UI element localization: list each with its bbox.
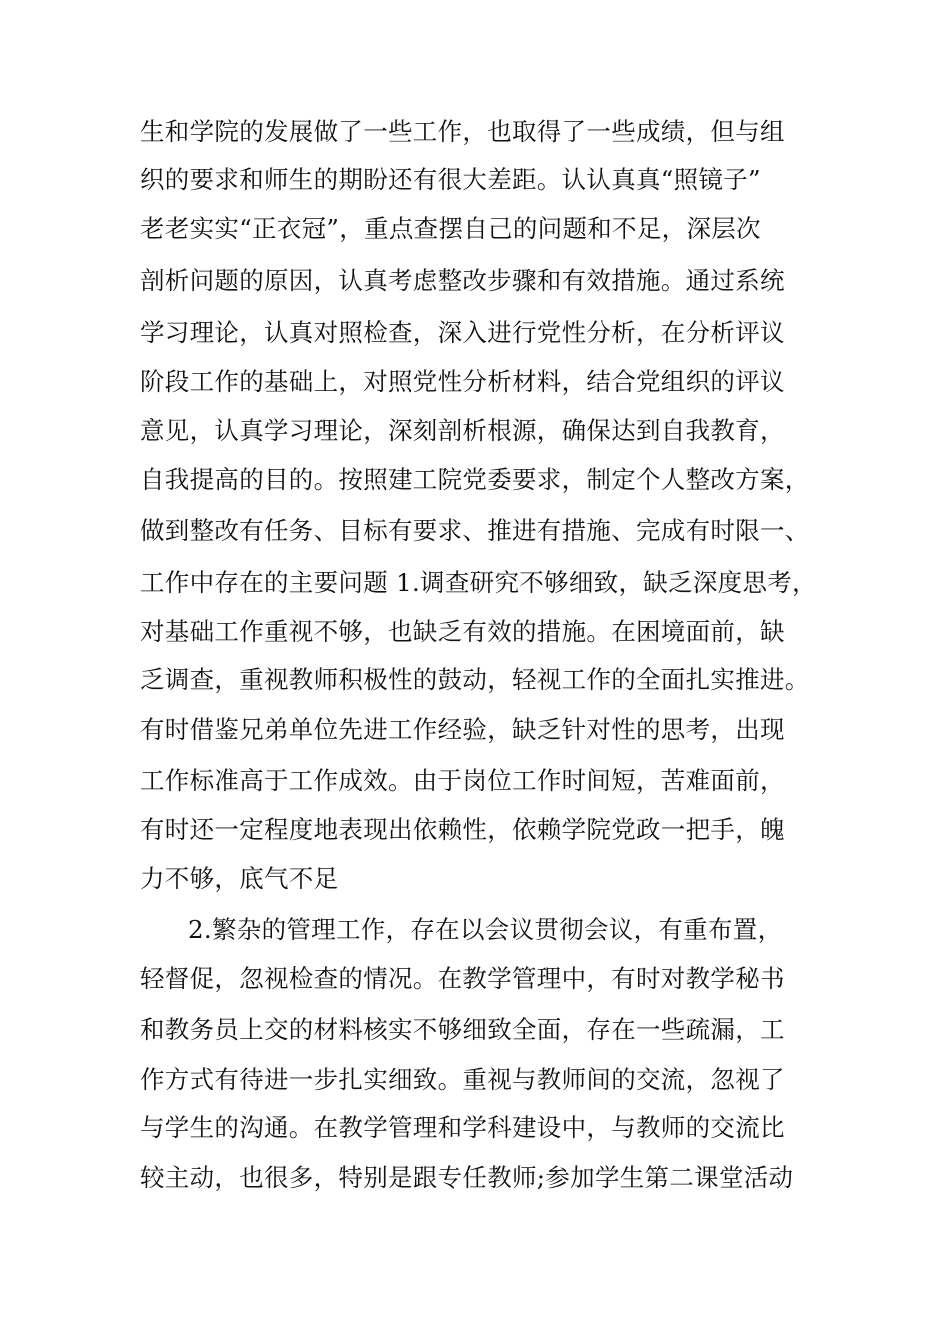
text-line: 2.繁杂的管理工作，存在以会议贯彻会议，有重布置，: [188, 915, 783, 944]
text-line: 作方式有待进一步扎实细致。重视与教师间的交流，忽视了: [140, 1065, 785, 1094]
text-line: 力不够，底气不足: [140, 864, 339, 893]
text-line: 有时借鉴兄弟单位先进工作经验，缺乏针对性的思考，出现: [140, 715, 785, 744]
text-line: 和教务员上交的材料核实不够细致全面，存在一些疏漏，工: [140, 1015, 785, 1044]
text-line: 织的要求和师生的期盼还有很大差距。认认真真“照镜子”: [140, 165, 761, 194]
text-line: 轻督促，忽视检查的情况。在教学管理中，有时对教学秘书: [140, 964, 785, 993]
text-line: 与学生的沟通。在教学管理和学科建设中，与教师的交流比: [140, 1113, 785, 1142]
text-line: 工作标准高于工作成效。由于岗位工作时间短，苦难面前，: [140, 766, 785, 795]
text-line: 老老实实“正衣冠”，重点查摆自己的问题和不足，深层次: [140, 214, 761, 243]
text-line: 生和学院的发展做了一些工作，也取得了一些成绩，但与组: [140, 117, 785, 146]
text-line: 自我提高的目的。按照建工院党委要求，制定个人整改方案，: [140, 465, 810, 494]
text-line: 乏调查，重视教师积极性的鼓动，轻视工作的全面扎实推进。: [140, 665, 810, 694]
text-line: 对基础工作重视不够，也缺乏有效的措施。在困境面前，缺: [140, 617, 785, 646]
text-line: 较主动，也很多，特别是跟专任教师;参加学生第二课堂活动: [140, 1163, 794, 1192]
text-line: 阶段工作的基础上，对照党性分析材料，结合党组织的评议: [140, 367, 785, 396]
text-line: 工作中存在的主要问题 1.调查研究不够细致，缺乏深度思考，: [140, 568, 817, 597]
text-line: 剖析问题的原因，认真考虑整改步骤和有效措施。通过系统: [140, 266, 785, 295]
text-line: 做到整改有任务、目标有要求、推进有措施、完成有时限一、: [140, 516, 810, 545]
text-line: 学习理论，认真对照检查，深入进行党性分析，在分析评议: [140, 318, 785, 347]
text-line: 有时还一定程度地表现出依赖性，依赖学院党政一把手，魄: [140, 815, 785, 844]
text-line: 意见，认真学习理论，深刻剖析根源，确保达到自我教育，: [140, 416, 785, 445]
